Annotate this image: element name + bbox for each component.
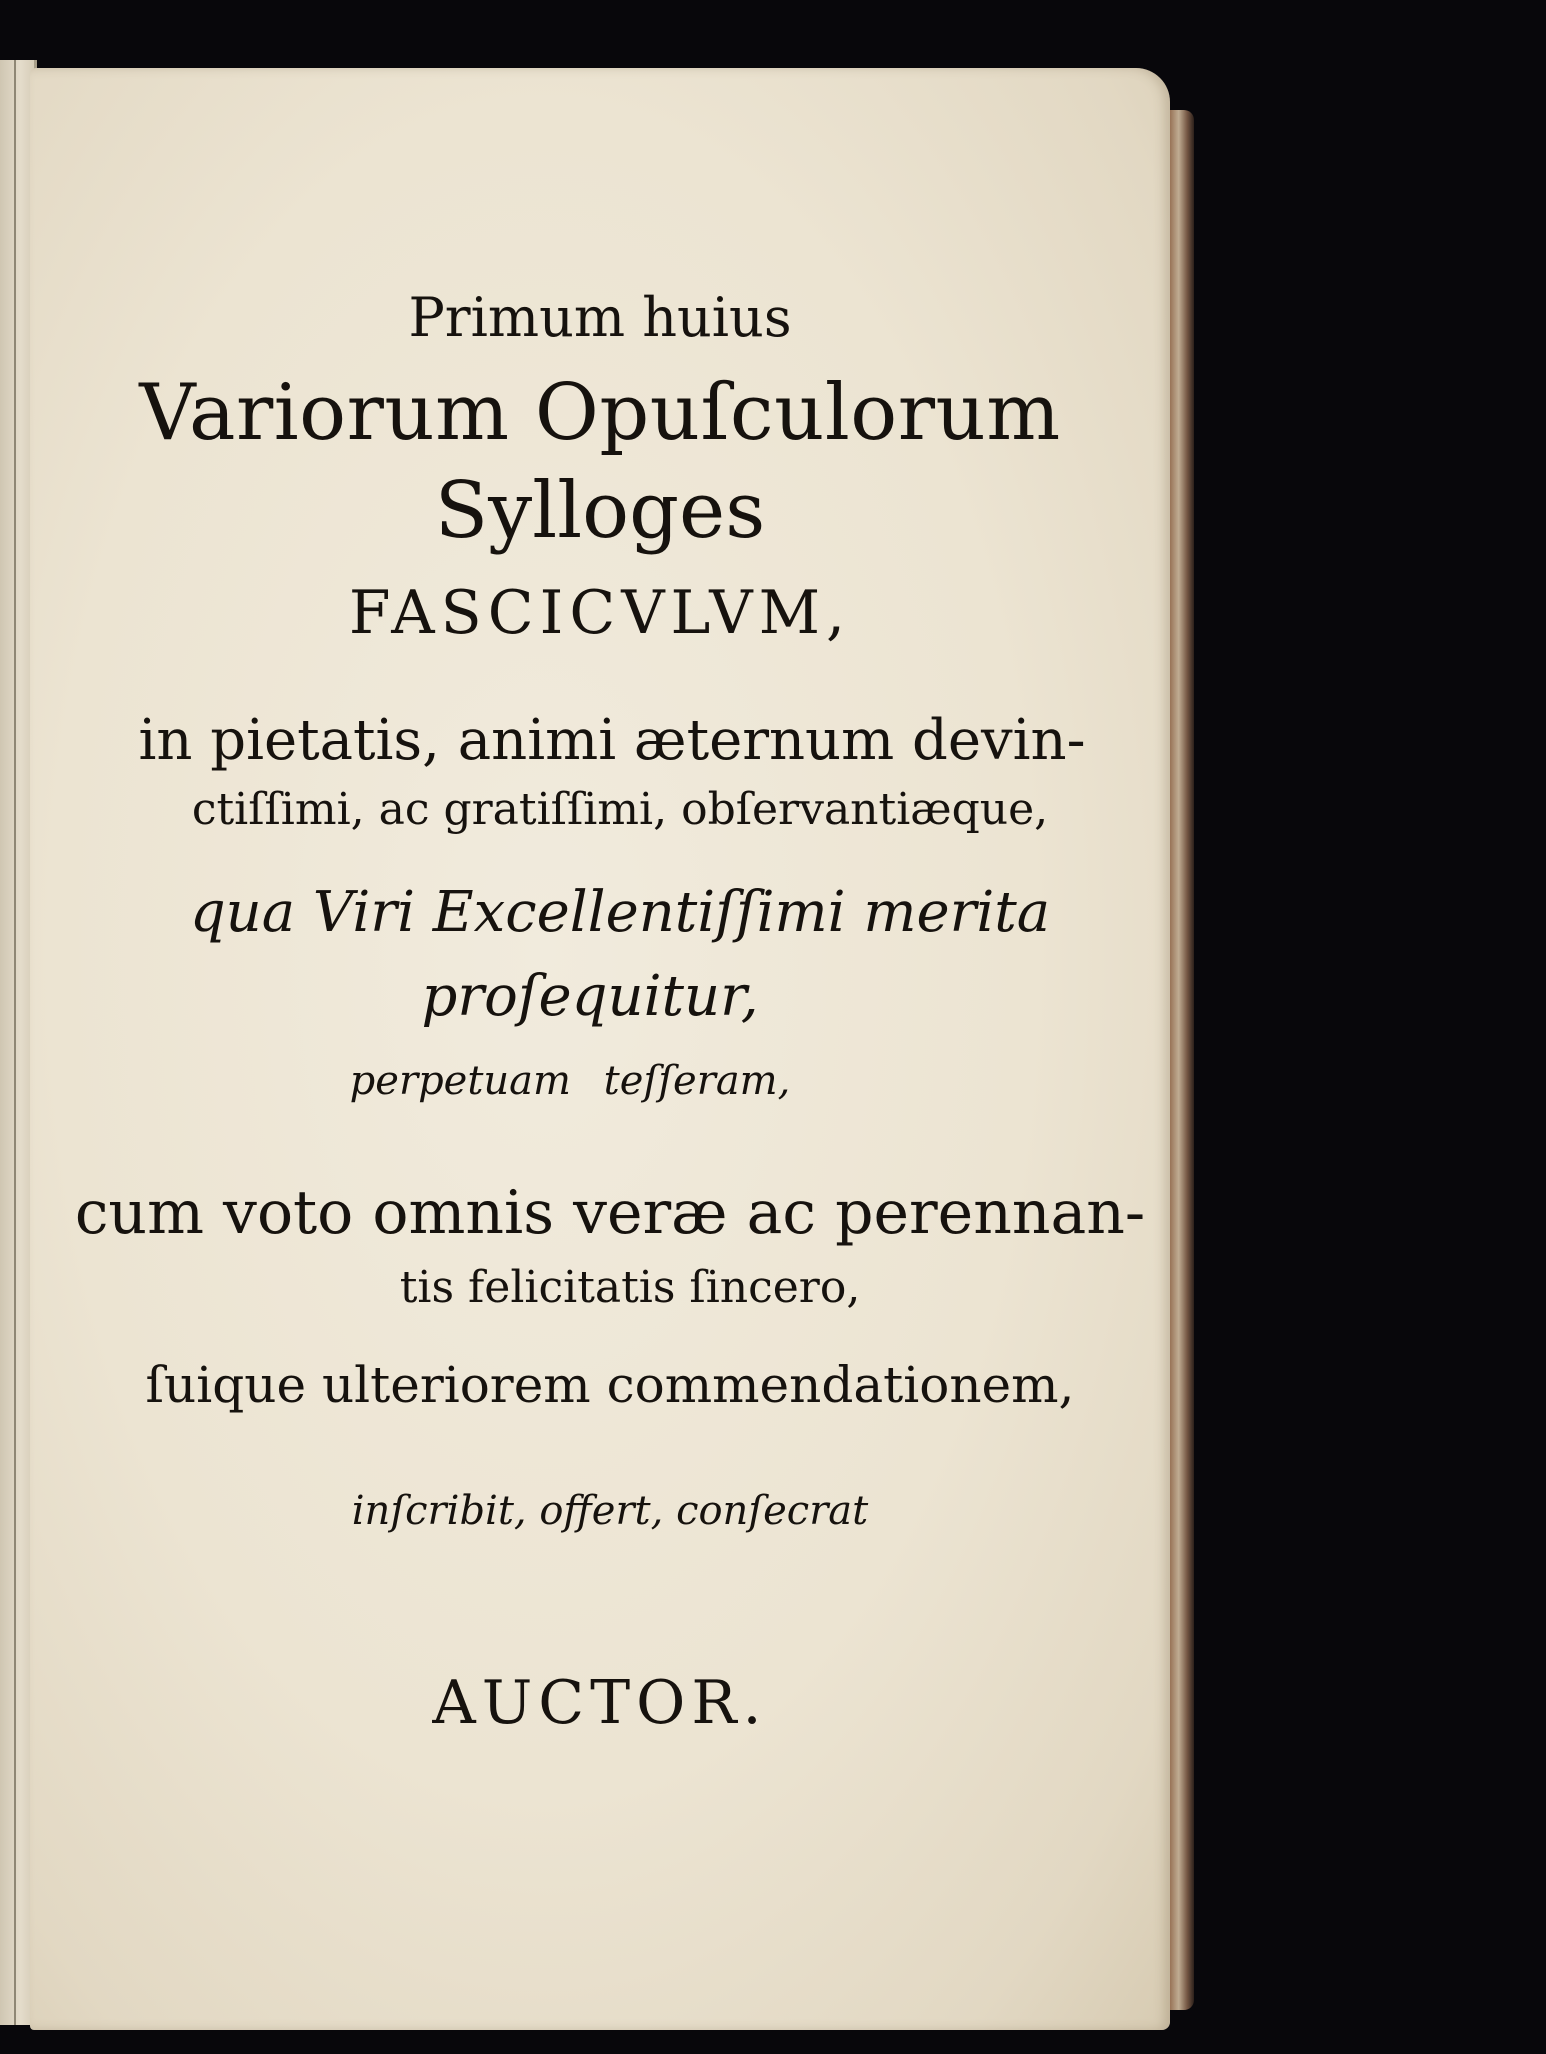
dedication-line-11: tis felicitatis ſincero, [399,1262,861,1313]
dedication-line-6: ctiſſimi, ac gratiſſimi, obſervantiæque, [191,784,1049,835]
author-signature-line: AUCTOR. [432,1668,768,1738]
dedication-line-7: qua Viri Excellentiſſimi merita [189,880,1051,945]
facing-page-fold [14,60,16,2025]
dedication-line-9: perpetuam teſſeram, [349,1058,791,1104]
dedication-line-2: Variorum Opuſculorum [139,368,1061,458]
dedication-line-4: FASCICVLVM, [348,578,852,648]
dedication-line-10: cum voto omnis veræ ac perennan- [74,1178,1146,1248]
dedication-text-block [30,68,1170,2030]
dedication-line-1: Primum huius [408,286,792,349]
dedication-line-3: Sylloges [434,466,766,556]
dedication-line-12: ſuique ulteriorem commendationem, [145,1356,1075,1414]
dedication-line-5: in pietatis, animi æternum devin- [138,708,1086,773]
dedication-line-13: inſcribit, offert, conſecrat [351,1488,869,1534]
dedication-line-8: proſequitur, [421,964,759,1029]
